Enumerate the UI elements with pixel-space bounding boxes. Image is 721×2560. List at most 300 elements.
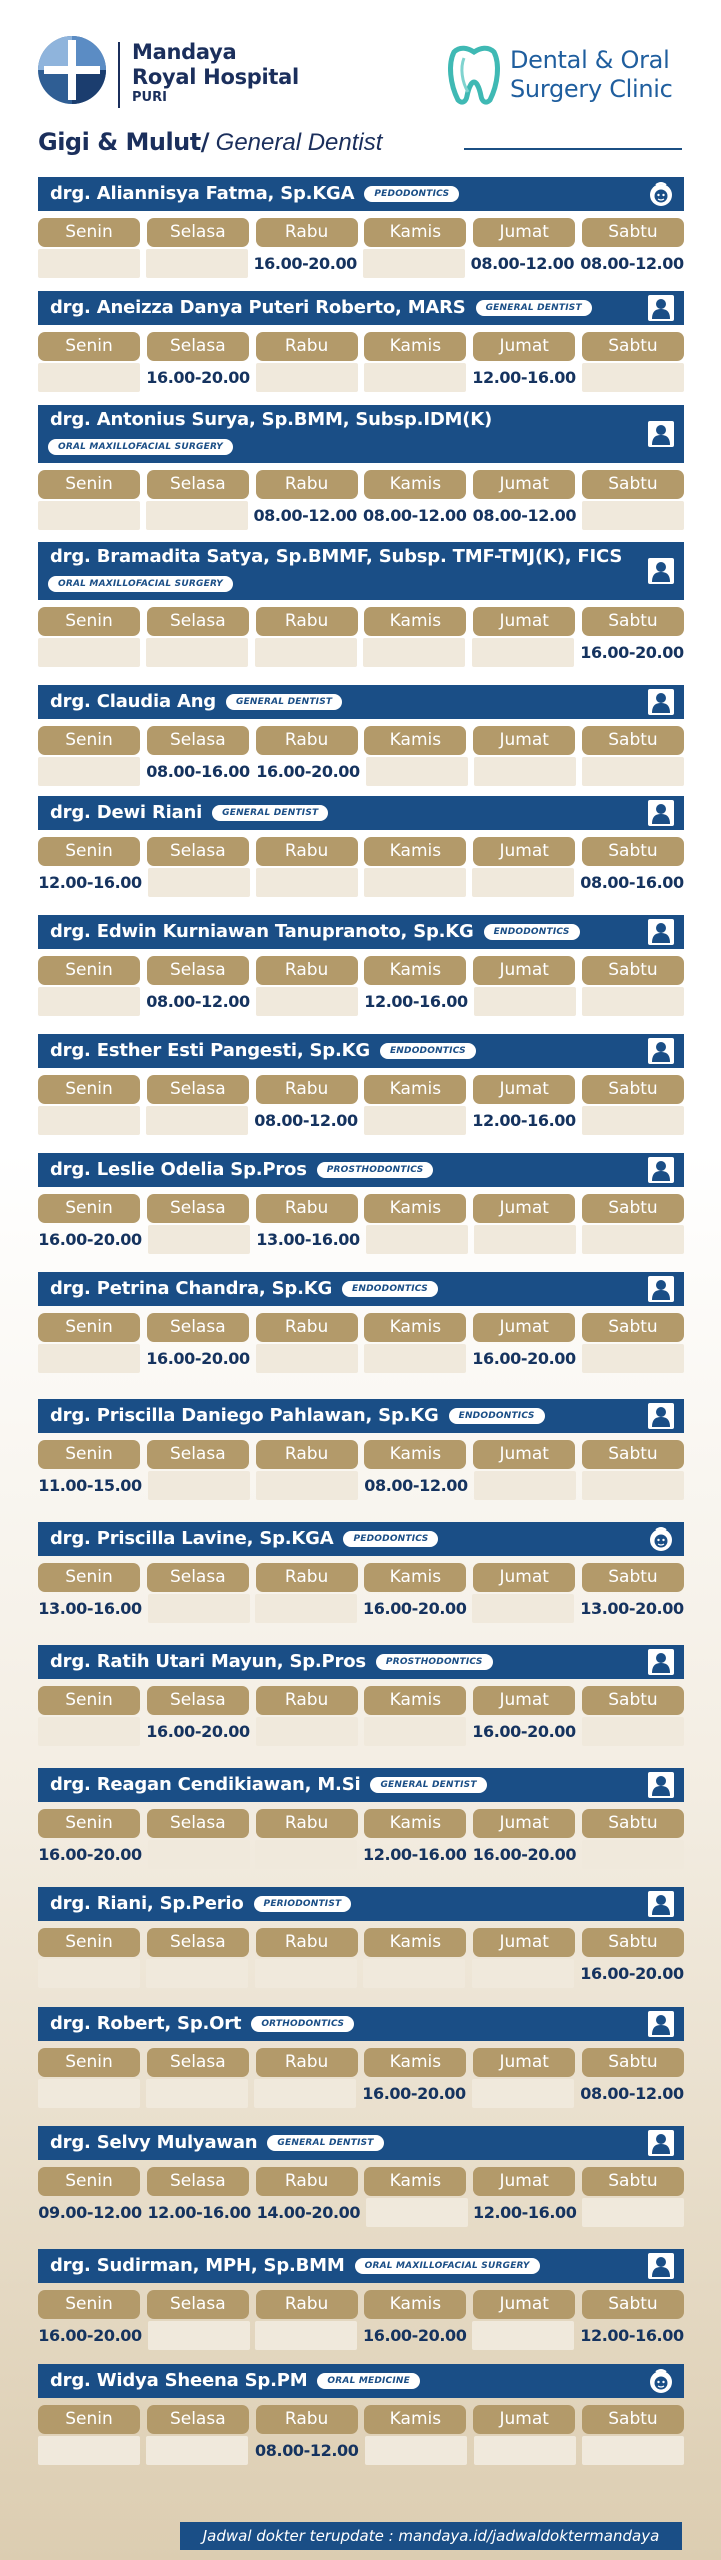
doctor-name: drg. Selvy Mulyawan [50, 2132, 258, 2153]
schedule-row [38, 363, 684, 392]
schedule-slot-sabtu [582, 1717, 684, 1746]
day-senin: Senin [38, 2405, 140, 2434]
schedule-row [38, 638, 684, 667]
day-senin: Senin [38, 607, 140, 636]
schedule-slot-selasa: 12.00-16.00 [147, 2203, 251, 2222]
day-selasa: Selasa [147, 2290, 249, 2319]
schedule-slot-sabtu [582, 363, 684, 392]
day-selasa: Selasa [147, 2167, 249, 2196]
doctor-name: drg. Reagan Cendikiawan, M.Si [50, 1774, 361, 1795]
specialty-badge: ENDODONTICS [380, 1043, 476, 1059]
day-sabtu: Sabtu [582, 1809, 684, 1838]
day-sabtu: Sabtu [582, 1313, 684, 1342]
schedule-slot-kamis [364, 868, 466, 897]
doctor-name: drg. Riani, Sp.Perio [50, 1893, 244, 1914]
day-jumat: Jumat [473, 1194, 575, 1223]
day-selasa: Selasa [147, 218, 249, 247]
schedule-slot-rabu [255, 1959, 357, 1988]
person-icon [648, 558, 674, 584]
day-kamis: Kamis [364, 1075, 466, 1104]
schedule-slot-kamis [366, 2198, 468, 2227]
schedule-slot-senin: 16.00-20.00 [38, 1845, 142, 1864]
schedule-slot-kamis [363, 638, 465, 667]
day-kamis: Kamis [364, 2048, 466, 2077]
schedule-slot-senin [38, 363, 140, 392]
person-icon [648, 421, 674, 447]
title-underline [464, 148, 682, 150]
day-selasa: Selasa [147, 1075, 249, 1104]
day-rabu: Rabu [256, 726, 358, 755]
hospital-name-line3: PURI [132, 90, 167, 105]
day-rabu: Rabu [256, 1809, 358, 1838]
schedule-row [38, 1717, 684, 1746]
specialty-badge: GENERAL DENTIST [267, 2135, 383, 2151]
clinic-name [510, 46, 673, 104]
person-icon [648, 1276, 674, 1302]
schedule-slot-jumat [472, 868, 574, 897]
schedule-slot-sabtu: 16.00-20.00 [580, 1964, 684, 1983]
day-rabu: Rabu [256, 1075, 358, 1104]
schedule-slot-selasa [146, 501, 248, 530]
day-header-row [38, 2167, 684, 2196]
schedule-slot-jumat [474, 2436, 576, 2465]
schedule-slot-rabu [254, 2079, 356, 2108]
day-header-row [38, 1440, 684, 1469]
day-senin: Senin [38, 2290, 140, 2319]
day-sabtu: Sabtu [582, 1686, 684, 1715]
schedule-slot-senin [38, 2079, 140, 2108]
schedule-slot-rabu [256, 363, 358, 392]
schedule-slot-rabu [255, 2321, 357, 2350]
day-jumat: Jumat [473, 2405, 575, 2434]
day-senin: Senin [38, 2167, 140, 2196]
doctor-header-bar [38, 2007, 684, 2041]
schedule-slot-sabtu: 08.00-12.00 [580, 2084, 684, 2103]
day-header-row [38, 2290, 684, 2319]
schedule-slot-rabu [255, 638, 357, 667]
day-selasa: Selasa [147, 726, 249, 755]
day-header-row [38, 1563, 684, 1592]
day-rabu: Rabu [256, 2290, 358, 2319]
specialty-badge: GENERAL DENTIST [226, 694, 342, 710]
day-jumat: Jumat [473, 837, 575, 866]
schedule-row [38, 249, 684, 278]
schedule-slot-senin [38, 1959, 140, 1988]
doctor-header-bar [38, 1768, 684, 1802]
schedule-slot-rabu: 16.00-20.00 [256, 762, 360, 781]
day-senin: Senin [38, 1313, 140, 1342]
child-icon [648, 1526, 674, 1552]
doctor-name: drg. Edwin Kurniawan Tanupranoto, Sp.KG [50, 921, 474, 942]
specialty-badge: PEDODONTICS [364, 186, 459, 202]
schedule-slot-kamis [364, 1106, 466, 1135]
schedule-slot-jumat [474, 1471, 576, 1500]
schedule-slot-rabu [256, 868, 358, 897]
schedule-slot-sabtu: 16.00-20.00 [580, 643, 684, 662]
schedule-slot-rabu [256, 987, 358, 1016]
day-selasa: Selasa [147, 1194, 249, 1223]
day-senin: Senin [38, 2048, 140, 2077]
day-kamis: Kamis [364, 2167, 466, 2196]
schedule-slot-jumat: 08.00-12.00 [472, 506, 577, 525]
day-header-row [38, 837, 684, 866]
day-senin: Senin [38, 1075, 140, 1104]
doctor-header-bar [38, 1272, 684, 1306]
day-kamis: Kamis [364, 1313, 466, 1342]
day-jumat: Jumat [473, 1075, 575, 1104]
specialty-badge: ENDODONTICS [449, 1408, 545, 1424]
mandaya-logo-icon [36, 34, 108, 106]
child-icon [648, 181, 674, 207]
hospital-name [132, 40, 299, 106]
day-senin: Senin [38, 1194, 140, 1223]
day-senin: Senin [38, 726, 140, 755]
day-header-row [38, 2405, 684, 2434]
schedule-slot-selasa [148, 1594, 250, 1623]
day-jumat: Jumat [473, 1928, 575, 1957]
specialty-badge: ORTHODONTICS [251, 2016, 354, 2032]
day-sabtu: Sabtu [582, 2048, 684, 2077]
day-kamis: Kamis [364, 1928, 466, 1957]
schedule-slot-senin: 13.00-16.00 [38, 1599, 142, 1618]
day-sabtu: Sabtu [582, 1928, 684, 1957]
day-sabtu: Sabtu [582, 470, 684, 499]
day-kamis: Kamis [364, 726, 466, 755]
person-icon [648, 919, 674, 945]
doctor-name: drg. Ratih Utari Mayun, Sp.Pros [50, 1651, 366, 1672]
doctor-name: drg. Bramadita Satya, Sp.BMMF, Subsp. TMF-TMJ(K), FICS [50, 546, 623, 567]
day-senin: Senin [38, 218, 140, 247]
schedule-row [38, 868, 684, 897]
day-jumat: Jumat [473, 218, 575, 247]
day-kamis: Kamis [364, 1563, 466, 1592]
doctor-name: drg. Esther Esti Pangesti, Sp.KG [50, 1040, 370, 1061]
schedule-row [38, 757, 684, 786]
day-jumat: Jumat [473, 1563, 575, 1592]
tooth-logo-icon [446, 44, 502, 106]
day-rabu: Rabu [256, 1194, 358, 1223]
specialty-badge: ENDODONTICS [484, 924, 580, 940]
schedule-slot-senin: 11.00-15.00 [38, 1476, 142, 1495]
day-kamis: Kamis [364, 2290, 466, 2319]
schedule-slot-jumat [474, 1225, 576, 1254]
schedule-slot-kamis [366, 757, 468, 786]
day-rabu: Rabu [256, 2167, 358, 2196]
schedule-slot-senin [38, 1106, 140, 1135]
schedule-slot-sabtu [582, 757, 684, 786]
schedule-row [38, 1840, 684, 1869]
child-icon [648, 2368, 674, 2394]
day-sabtu: Sabtu [582, 332, 684, 361]
specialty-badge: PROSTHODONTICS [376, 1654, 493, 1670]
schedule-slot-jumat [472, 638, 574, 667]
schedule-slot-kamis [365, 2436, 467, 2465]
day-jumat: Jumat [473, 726, 575, 755]
day-jumat: Jumat [473, 2167, 575, 2196]
specialty-badge: PROSTHODONTICS [317, 1162, 434, 1178]
page-title-sub: General Dentist [209, 129, 383, 156]
day-jumat: Jumat [473, 607, 575, 636]
day-kamis: Kamis [364, 1440, 466, 1469]
schedule-slot-kamis: 12.00-16.00 [364, 992, 468, 1011]
schedule-slot-rabu [256, 1717, 358, 1746]
doctor-header-bar [38, 915, 684, 949]
schedule-slot-sabtu [582, 1106, 684, 1135]
day-kamis: Kamis [364, 837, 466, 866]
doctor-header-bar [38, 177, 684, 211]
schedule-row [38, 2198, 684, 2227]
schedule-slot-jumat: 12.00-16.00 [472, 368, 576, 387]
day-sabtu: Sabtu [582, 2290, 684, 2319]
schedule-slot-senin [38, 501, 140, 530]
schedule-slot-sabtu [582, 2198, 684, 2227]
day-kamis: Kamis [364, 607, 466, 636]
day-kamis: Kamis [364, 956, 466, 985]
day-sabtu: Sabtu [582, 1075, 684, 1104]
schedule-slot-kamis [364, 1717, 466, 1746]
day-jumat: Jumat [473, 2290, 575, 2319]
schedule-slot-rabu: 08.00-12.00 [255, 2441, 359, 2460]
schedule-slot-selasa [146, 2079, 248, 2108]
specialty-badge: ORAL MAXILLOFACIAL SURGERY [48, 576, 233, 592]
schedule-slot-jumat: 16.00-20.00 [472, 1349, 576, 1368]
schedule-slot-selasa [148, 1840, 250, 1869]
day-selasa: Selasa [147, 332, 249, 361]
schedule-row [38, 2321, 684, 2350]
schedule-slot-kamis [363, 1959, 465, 1988]
day-selasa: Selasa [147, 1809, 249, 1838]
footer-note: Jadwal dokter terupdate : mandaya.id/jadwaldoktermandaya [180, 2522, 682, 2550]
schedule-row [38, 1471, 684, 1500]
day-senin: Senin [38, 1928, 140, 1957]
schedule-slot-senin [38, 2436, 140, 2465]
schedule-slot-jumat [474, 987, 576, 1016]
day-rabu: Rabu [256, 1686, 358, 1715]
schedule-slot-kamis [364, 363, 466, 392]
doctor-name: drg. Leslie Odelia Sp.Pros [50, 1159, 307, 1180]
schedule-slot-jumat [472, 1594, 574, 1623]
doctor-header-bar [38, 1153, 684, 1187]
schedule-row [38, 1959, 684, 1988]
day-kamis: Kamis [364, 470, 466, 499]
schedule-row [38, 1225, 684, 1254]
schedule-slot-selasa [148, 1225, 250, 1254]
day-header-row [38, 1809, 684, 1838]
day-header-row [38, 1686, 684, 1715]
doctor-name: drg. Robert, Sp.Ort [50, 2013, 242, 2034]
logo-divider [118, 42, 120, 108]
schedule-slot-senin: 16.00-20.00 [38, 2326, 142, 2345]
day-senin: Senin [38, 837, 140, 866]
clinic-name-line2: Surgery Clinic [510, 75, 673, 103]
specialty-badge: ORAL MEDICINE [317, 2373, 420, 2389]
schedule-slot-jumat: 16.00-20.00 [472, 1722, 576, 1741]
day-sabtu: Sabtu [582, 1194, 684, 1223]
schedule-slot-selasa [146, 2436, 248, 2465]
day-header-row [38, 470, 684, 499]
day-rabu: Rabu [256, 2405, 358, 2434]
clinic-name-line1: Dental & Oral [510, 46, 670, 74]
schedule-slot-kamis: 12.00-16.00 [363, 1845, 467, 1864]
day-selasa: Selasa [147, 956, 249, 985]
schedule-slot-sabtu [582, 1225, 684, 1254]
specialty-badge: GENERAL DENTIST [476, 300, 592, 316]
specialty-badge: ORAL MAXILLOFACIAL SURGERY [48, 439, 233, 455]
schedule-slot-selasa: 08.00-16.00 [146, 762, 250, 781]
person-icon [648, 800, 674, 826]
schedule-slot-sabtu [582, 1471, 684, 1500]
schedule-slot-jumat: 12.00-16.00 [472, 1111, 576, 1130]
schedule-slot-selasa [148, 868, 250, 897]
person-icon [648, 2130, 674, 2156]
day-rabu: Rabu [256, 1928, 358, 1957]
person-icon [648, 2011, 674, 2037]
person-icon [648, 1772, 674, 1798]
doctor-header-bar [38, 405, 684, 463]
person-icon [648, 1038, 674, 1064]
schedule-slot-sabtu [582, 501, 684, 530]
schedule-slot-rabu: 16.00-20.00 [253, 254, 357, 273]
doctor-header-bar [38, 1522, 684, 1556]
schedule-slot-sabtu: 13.00-20.00 [580, 1599, 684, 1618]
person-icon [648, 1157, 674, 1183]
schedule-slot-selasa [148, 1471, 250, 1500]
day-selasa: Selasa [147, 1563, 249, 1592]
day-header-row [38, 956, 684, 985]
schedule-row [38, 1106, 684, 1135]
schedule-slot-sabtu [582, 1840, 684, 1869]
doctor-header-bar [38, 1034, 684, 1068]
doctor-header-bar [38, 685, 684, 719]
schedule-slot-senin: 16.00-20.00 [38, 1230, 142, 1249]
schedule-slot-senin [38, 249, 140, 278]
day-kamis: Kamis [364, 332, 466, 361]
schedule-row [38, 1594, 684, 1623]
schedule-slot-jumat [472, 2079, 574, 2108]
day-jumat: Jumat [473, 956, 575, 985]
day-rabu: Rabu [256, 607, 358, 636]
day-selasa: Selasa [147, 2048, 249, 2077]
day-senin: Senin [38, 956, 140, 985]
day-senin: Senin [38, 1440, 140, 1469]
day-selasa: Selasa [147, 837, 249, 866]
doctor-name: drg. Petrina Chandra, Sp.KG [50, 1278, 333, 1299]
doctor-name: drg. Claudia Ang [50, 691, 216, 712]
person-icon [648, 1649, 674, 1675]
doctor-name: drg. Dewi Riani [50, 802, 203, 823]
schedule-slot-selasa: 08.00-12.00 [146, 992, 250, 1011]
day-kamis: Kamis [364, 2405, 466, 2434]
day-rabu: Rabu [256, 956, 358, 985]
day-rabu: Rabu [256, 2048, 358, 2077]
day-sabtu: Sabtu [582, 607, 684, 636]
specialty-badge: PERIODONTIST [254, 1896, 352, 1912]
specialty-badge: PEDODONTICS [343, 1531, 438, 1547]
schedule-slot-kamis: 16.00-20.00 [363, 2326, 467, 2345]
day-header-row [38, 1313, 684, 1342]
person-icon [648, 295, 674, 321]
schedule-slot-rabu: 13.00-16.00 [256, 1230, 360, 1249]
doctor-header-bar [38, 1399, 684, 1433]
person-icon [648, 2253, 674, 2279]
doctor-header-bar [38, 291, 684, 325]
specialty-badge: ORAL MAXILLOFACIAL SURGERY [355, 2258, 540, 2274]
schedule-slot-selasa [146, 249, 248, 278]
day-jumat: Jumat [473, 1686, 575, 1715]
day-kamis: Kamis [364, 1686, 466, 1715]
schedule-slot-jumat [474, 757, 576, 786]
day-rabu: Rabu [256, 1563, 358, 1592]
day-selasa: Selasa [147, 1440, 249, 1469]
day-jumat: Jumat [473, 2048, 575, 2077]
schedule-slot-kamis [363, 249, 465, 278]
day-header-row [38, 218, 684, 247]
doctor-name: drg. Sudirman, MPH, Sp.BMM [50, 2255, 345, 2276]
person-icon [648, 1403, 674, 1429]
schedule-slot-senin [38, 638, 140, 667]
day-sabtu: Sabtu [582, 726, 684, 755]
schedule-slot-kamis: 08.00-12.00 [364, 1476, 468, 1495]
schedule-slot-rabu: 08.00-12.00 [253, 506, 357, 525]
schedule-slot-sabtu [582, 1344, 684, 1373]
day-header-row [38, 1194, 684, 1223]
doctor-name: drg. Priscilla Lavine, Sp.KGA [50, 1528, 334, 1549]
day-header-row [38, 2048, 684, 2077]
day-sabtu: Sabtu [582, 1563, 684, 1592]
schedule-slot-selasa [146, 1106, 248, 1135]
doctor-header-bar [38, 542, 684, 600]
schedule-row [38, 1344, 684, 1373]
day-sabtu: Sabtu [582, 2405, 684, 2434]
schedule-slot-rabu [256, 1344, 358, 1373]
person-icon [648, 1891, 674, 1917]
schedule-slot-jumat: 08.00-12.00 [470, 254, 575, 273]
schedule-slot-senin [38, 987, 140, 1016]
schedule-slot-jumat [472, 1959, 574, 1988]
schedule-slot-rabu: 14.00-20.00 [256, 2203, 361, 2222]
doctor-header-bar [38, 2126, 684, 2160]
schedule-slot-senin [38, 757, 140, 786]
schedule-slot-sabtu: 12.00-16.00 [580, 2326, 684, 2345]
schedule-slot-kamis: 16.00-20.00 [362, 2084, 466, 2103]
schedule-slot-kamis [366, 1225, 468, 1254]
day-selasa: Selasa [147, 1686, 249, 1715]
doctor-name: drg. Aliannisya Fatma, Sp.KGA [50, 183, 355, 204]
day-rabu: Rabu [256, 470, 358, 499]
schedule-slot-jumat: 16.00-20.00 [472, 1845, 577, 1864]
schedule-slot-rabu: 08.00-12.00 [254, 1111, 358, 1130]
doctor-name: drg. Antonius Surya, Sp.BMM, Subsp.IDM(K) [50, 409, 493, 430]
day-header-row [38, 332, 684, 361]
hospital-name-line1: Mandaya [132, 40, 237, 64]
day-selasa: Selasa [147, 470, 249, 499]
day-rabu: Rabu [256, 332, 358, 361]
day-selasa: Selasa [147, 2405, 249, 2434]
schedule-slot-sabtu [582, 987, 684, 1016]
person-icon [648, 689, 674, 715]
day-jumat: Jumat [473, 1313, 575, 1342]
schedule-row [38, 2436, 684, 2465]
day-jumat: Jumat [473, 332, 575, 361]
day-senin: Senin [38, 470, 140, 499]
day-sabtu: Sabtu [582, 218, 684, 247]
day-rabu: Rabu [256, 837, 358, 866]
day-selasa: Selasa [147, 1928, 249, 1957]
schedule-slot-selasa: 16.00-20.00 [146, 368, 250, 387]
schedule-row [38, 2079, 684, 2108]
schedule-slot-sabtu: 08.00-16.00 [580, 873, 684, 892]
schedule-slot-selasa [146, 638, 248, 667]
